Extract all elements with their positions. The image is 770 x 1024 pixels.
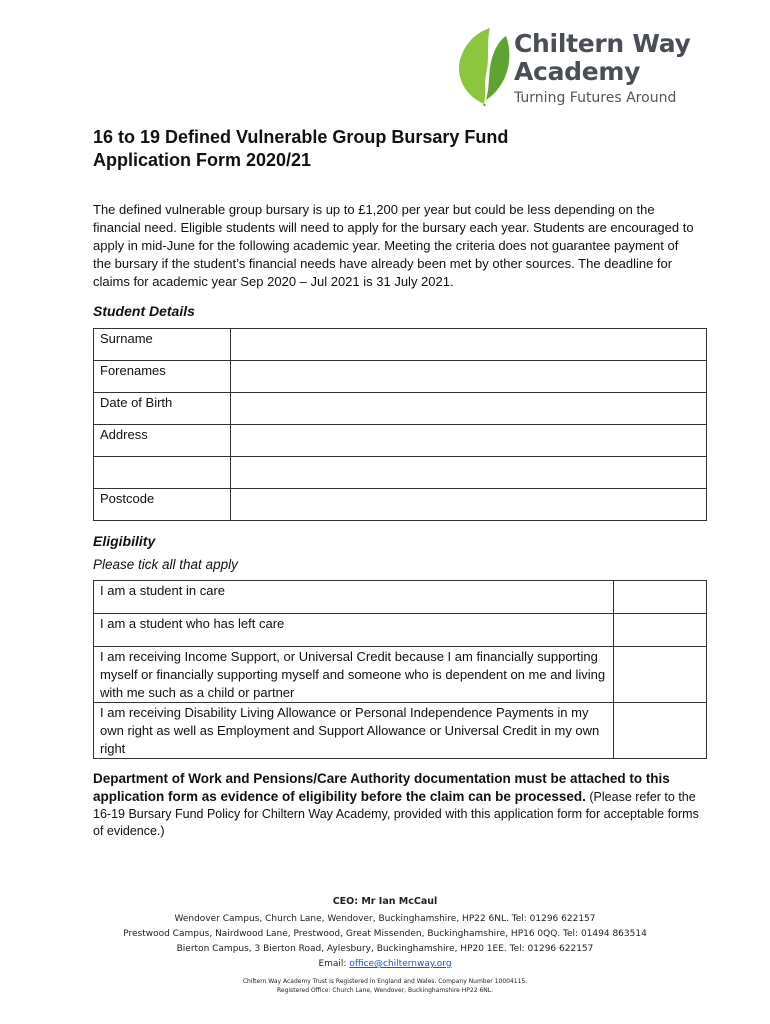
eligibility-row: [94, 647, 707, 703]
details-input-cell[interactable]: [231, 361, 707, 393]
details-label: Date of Birth: [94, 393, 231, 425]
details-row: [94, 393, 707, 425]
details-row: [94, 425, 707, 457]
eligibility-table: [93, 580, 707, 759]
eligibility-tick-box[interactable]: [614, 581, 707, 614]
eligibility-tick-box[interactable]: [614, 647, 707, 703]
logo-name-line1: Chiltern Way: [514, 29, 691, 58]
details-label: [94, 457, 231, 489]
eligibility-option-text: I am receiving Income Support, or Universal Credit because I am financially supporting myself or financially supporting myself and someone who is dependent on me and living with me such as a child or partner: [94, 647, 614, 703]
footer-email-label: Email:: [318, 959, 350, 969]
details-row: [94, 489, 707, 521]
details-row: [94, 329, 707, 361]
eligibility-row: [94, 581, 707, 614]
details-input-cell[interactable]: [231, 425, 707, 457]
student-details-heading: Student Details: [93, 303, 195, 319]
footer-wendover: Wendover Campus, Church Lane, Wendover, Buckinghamshire, HP22 6NL. Tel: 01296 622157: [174, 914, 596, 924]
details-input-cell[interactable]: [231, 457, 707, 489]
footer-ceo: CEO: Mr Ian McCaul: [332, 896, 438, 907]
student-details-table: [93, 328, 707, 521]
footer-bierton: Bierton Campus, 3 Bierton Road, Aylesbury, Buckinghamshire, HP20 1EE. Tel: 01296 622157: [176, 944, 594, 954]
documentation-reference: (Please refer to the 16-19 Bursary Fund Policy for Chiltern Way Academy, provided with this application form for acceptable forms of evidence.): [93, 790, 699, 838]
details-row: [94, 457, 707, 489]
logo-tagline: Turning Futures Around: [514, 90, 677, 106]
details-label: Forenames: [94, 361, 231, 393]
details-input-cell[interactable]: [231, 329, 707, 361]
eligibility-heading: Eligibility: [93, 533, 156, 549]
eligibility-tick-box[interactable]: [614, 703, 707, 759]
page-title: [93, 126, 693, 172]
documentation-note: [93, 770, 705, 840]
eligibility-row: [94, 703, 707, 759]
footer-prestwood: Prestwood Campus, Nairdwood Lane, Prestwood, Great Missenden, Buckinghamshire, HP16 0QQ. Tel: 01494 863514: [123, 929, 647, 939]
logo-name-line2: Academy: [514, 57, 641, 86]
leaf-icon: [456, 28, 512, 106]
details-label: Surname: [94, 329, 231, 361]
eligibility-option-text: I am a student who has left care: [94, 614, 614, 647]
eligibility-option-text: I am receiving Disability Living Allowance or Personal Independence Payments in my own right as well as Employment and Support Allowance or Universal Credit in my own right: [94, 703, 614, 759]
eligibility-row: [94, 614, 707, 647]
footer-legal: [0, 977, 770, 995]
eligibility-instruction: Please tick all that apply: [93, 557, 238, 572]
school-logo: [456, 28, 716, 106]
intro-paragraph: The defined vulnerable group bursary is up to £1,200 per year but could be less depending on the financial need. Eligible students will need to apply for the bursary each year. Students are encouraged to apply in mid-June for the following academic year. Meeting the criteria does not guarantee payment of the bursary if the student’s financial needs have already been met by other sources. The deadline for claims for academic year Sep 2020 – Jul 2021 is 31 July 2021.: [93, 202, 694, 289]
title-line1: 16 to 19 Defined Vulnerable Group Bursary Fund: [93, 127, 509, 147]
details-label: Address: [94, 425, 231, 457]
footer-legal-company: Chiltern Way Academy Trust is Registered in England and Wales. Company Number 10004115.: [242, 978, 528, 985]
documentation-requirement: Department of Work and Pensions/Care Authority documentation must be attached to this application form as evidence of eligibility before the claim can be processed.: [93, 771, 670, 804]
footer-campuses: [0, 912, 770, 972]
details-row: [94, 361, 707, 393]
eligibility-option-text: I am a student in care: [94, 581, 614, 614]
footer-legal-office: Registered Office: Church Lane, Wendover, Buckinghamshire HP22 6NL.: [276, 987, 494, 994]
details-input-cell[interactable]: [231, 393, 707, 425]
details-label: Postcode: [94, 489, 231, 521]
eligibility-tick-box[interactable]: [614, 614, 707, 647]
details-input-cell[interactable]: [231, 489, 707, 521]
title-line2: Application Form 2020/21: [93, 150, 312, 170]
footer-email-line: [0, 957, 770, 972]
footer-email-link[interactable]: office@chilternway.org: [349, 959, 452, 969]
